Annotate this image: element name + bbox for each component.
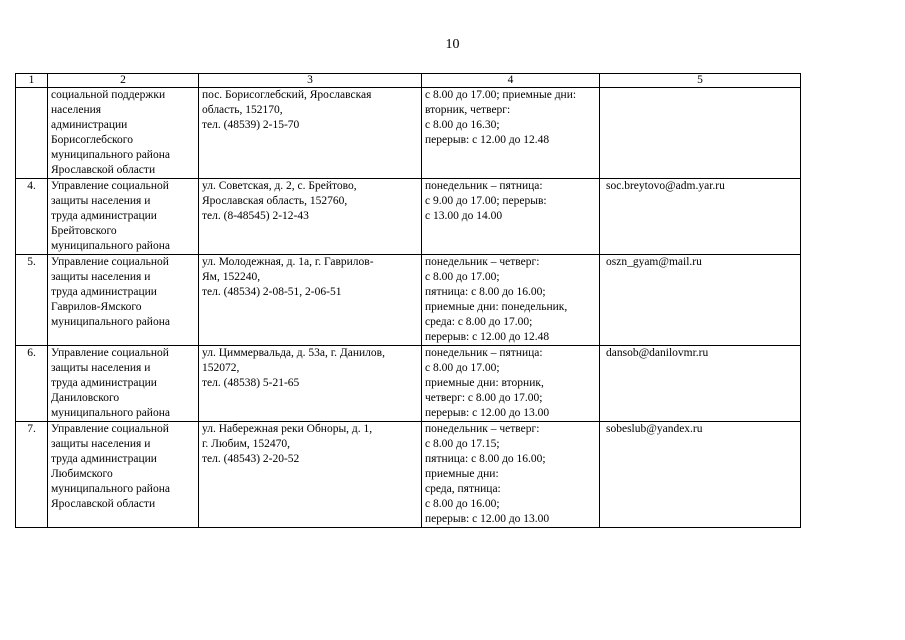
cell-hours xyxy=(422,346,600,422)
address-line: 152072, xyxy=(202,362,240,374)
cell-address xyxy=(199,255,422,346)
cell-address xyxy=(199,346,422,422)
address-line: ул. Молодежная, д. 1а, г. Гаврилов- xyxy=(202,256,374,268)
cell-hours xyxy=(422,88,600,179)
name-line: Борисоглебского xyxy=(51,134,133,146)
row-number: 6. xyxy=(16,346,48,422)
name-line: муниципального района xyxy=(51,407,170,419)
cell-address xyxy=(199,88,422,179)
hours-line: понедельник – пятница: xyxy=(425,180,543,192)
cell-name xyxy=(48,255,199,346)
name-line: труда администрации xyxy=(51,286,157,298)
hours-line: пятница: с 8.00 до 16.00; xyxy=(425,453,546,465)
name-line: Управление социальной xyxy=(51,180,169,192)
hours-line: перерыв: с 12.00 до 12.48 xyxy=(425,331,550,343)
column-header: 3 xyxy=(199,74,422,88)
name-line: Управление социальной xyxy=(51,256,169,268)
name-line: Управление социальной xyxy=(51,347,169,359)
hours-line: перерыв: с 12.00 до 12.48 xyxy=(425,134,550,146)
cell-hours xyxy=(422,422,600,528)
hours-line: с 13.00 до 14.00 xyxy=(425,210,503,222)
name-line: социальной поддержки xyxy=(51,89,166,101)
name-line: администрации xyxy=(51,119,128,131)
page-number: 10 xyxy=(445,37,460,52)
name-line: муниципального района xyxy=(51,240,170,252)
hours-line: среда: с 8.00 до 17.00; xyxy=(425,316,533,328)
row-number xyxy=(16,88,48,179)
cell-address xyxy=(199,422,422,528)
hours-line: четверг: с 8.00 до 17.00; xyxy=(425,392,543,404)
table-row xyxy=(16,255,801,346)
name-line: населения xyxy=(51,104,102,116)
name-line: муниципального района xyxy=(51,316,170,328)
name-line: Гаврилов-Ямского xyxy=(51,301,142,313)
address-line: тел. (8-48545) 2-12-43 xyxy=(202,210,309,222)
hours-line: приемные дни: понедельник, xyxy=(425,301,568,313)
hours-line: перерыв: с 12.00 до 13.00 xyxy=(425,513,550,525)
email-link[interactable]: soc.breytovo@adm.yar.ru xyxy=(600,179,801,255)
address-line: область, 152170, xyxy=(202,104,283,116)
name-line: муниципального района xyxy=(51,483,170,495)
address-line: тел. (48539) 2-15-70 xyxy=(202,119,300,131)
column-header: 5 xyxy=(600,74,801,88)
name-line: труда администрации xyxy=(51,453,157,465)
hours-line: с 8.00 до 17.00; xyxy=(425,271,500,283)
name-line: Брейтовского xyxy=(51,225,117,237)
address-line: г. Любим, 152470, xyxy=(202,438,290,450)
name-line: защиты населения и xyxy=(51,195,151,207)
name-line: труда администрации xyxy=(51,210,157,222)
hours-line: с 8.00 до 16.30; xyxy=(425,119,500,131)
column-header: 1 xyxy=(16,74,48,88)
cell-hours xyxy=(422,179,600,255)
address-line: ул. Набережная реки Обноры, д. 1, xyxy=(202,423,373,435)
hours-line: пятница: с 8.00 до 16.00; xyxy=(425,286,546,298)
hours-line: вторник, четверг: xyxy=(425,104,511,116)
name-line: Даниловского xyxy=(51,392,120,404)
table-row xyxy=(16,422,801,528)
name-line: защиты населения и xyxy=(51,362,151,374)
address-line: тел. (48543) 2-20-52 xyxy=(202,453,300,465)
column-header: 2 xyxy=(48,74,199,88)
cell-name xyxy=(48,179,199,255)
name-line: Любимского xyxy=(51,468,113,480)
name-line: защиты населения и xyxy=(51,271,151,283)
table-row xyxy=(16,179,801,255)
name-line: Ярославской области xyxy=(51,164,156,176)
email-link[interactable]: sobeslub@yandex.ru xyxy=(600,422,801,528)
hours-line: приемные дни: вторник, xyxy=(425,377,544,389)
cell-name xyxy=(48,422,199,528)
cell-name xyxy=(48,88,199,179)
cell-hours xyxy=(422,255,600,346)
row-number: 5. xyxy=(16,255,48,346)
header-row xyxy=(16,74,801,88)
row-number: 4. xyxy=(16,179,48,255)
contacts-table xyxy=(15,73,801,528)
hours-line: с 8.00 до 16.00; xyxy=(425,498,500,510)
hours-line: с 8.00 до 17.00; xyxy=(425,362,500,374)
hours-line: понедельник – четверг: xyxy=(425,423,540,435)
email-link[interactable]: dansob@danilovmr.ru xyxy=(600,346,801,422)
hours-line: среда, пятница: xyxy=(425,483,501,495)
hours-line: с 8.00 до 17.00; приемные дни: xyxy=(425,89,577,101)
email-link[interactable] xyxy=(600,88,801,179)
hours-line: понедельник – четверг: xyxy=(425,256,540,268)
address-line: ул. Циммервальда, д. 53а, г. Данилов, xyxy=(202,347,385,359)
email-link[interactable]: oszn_gyam@mail.ru xyxy=(600,255,801,346)
hours-line: с 9.00 до 17.00; перерыв: xyxy=(425,195,547,207)
table-row xyxy=(16,88,801,179)
name-line: Ярославской области xyxy=(51,498,156,510)
hours-line: понедельник – пятница: xyxy=(425,347,543,359)
cell-name xyxy=(48,346,199,422)
hours-line: с 8.00 до 17.15; xyxy=(425,438,500,450)
address-line: Ярославская область, 152760, xyxy=(202,195,348,207)
address-line: тел. (48538) 5-21-65 xyxy=(202,377,300,389)
address-line: ул. Советская, д. 2, с. Брейтово, xyxy=(202,180,357,192)
address-line: Ям, 152240, xyxy=(202,271,261,283)
hours-line: приемные дни: xyxy=(425,468,499,480)
hours-line: перерыв: с 12.00 до 13.00 xyxy=(425,407,550,419)
column-header: 4 xyxy=(422,74,600,88)
cell-address xyxy=(199,179,422,255)
address-line: тел. (48534) 2-08-51, 2-06-51 xyxy=(202,286,342,298)
address-line: пос. Борисоглебский, Ярославская xyxy=(202,89,372,101)
name-line: защиты населения и xyxy=(51,438,151,450)
name-line: труда администрации xyxy=(51,377,157,389)
name-line: муниципального района xyxy=(51,149,170,161)
row-number: 7. xyxy=(16,422,48,528)
name-line: Управление социальной xyxy=(51,423,169,435)
table-row xyxy=(16,346,801,422)
